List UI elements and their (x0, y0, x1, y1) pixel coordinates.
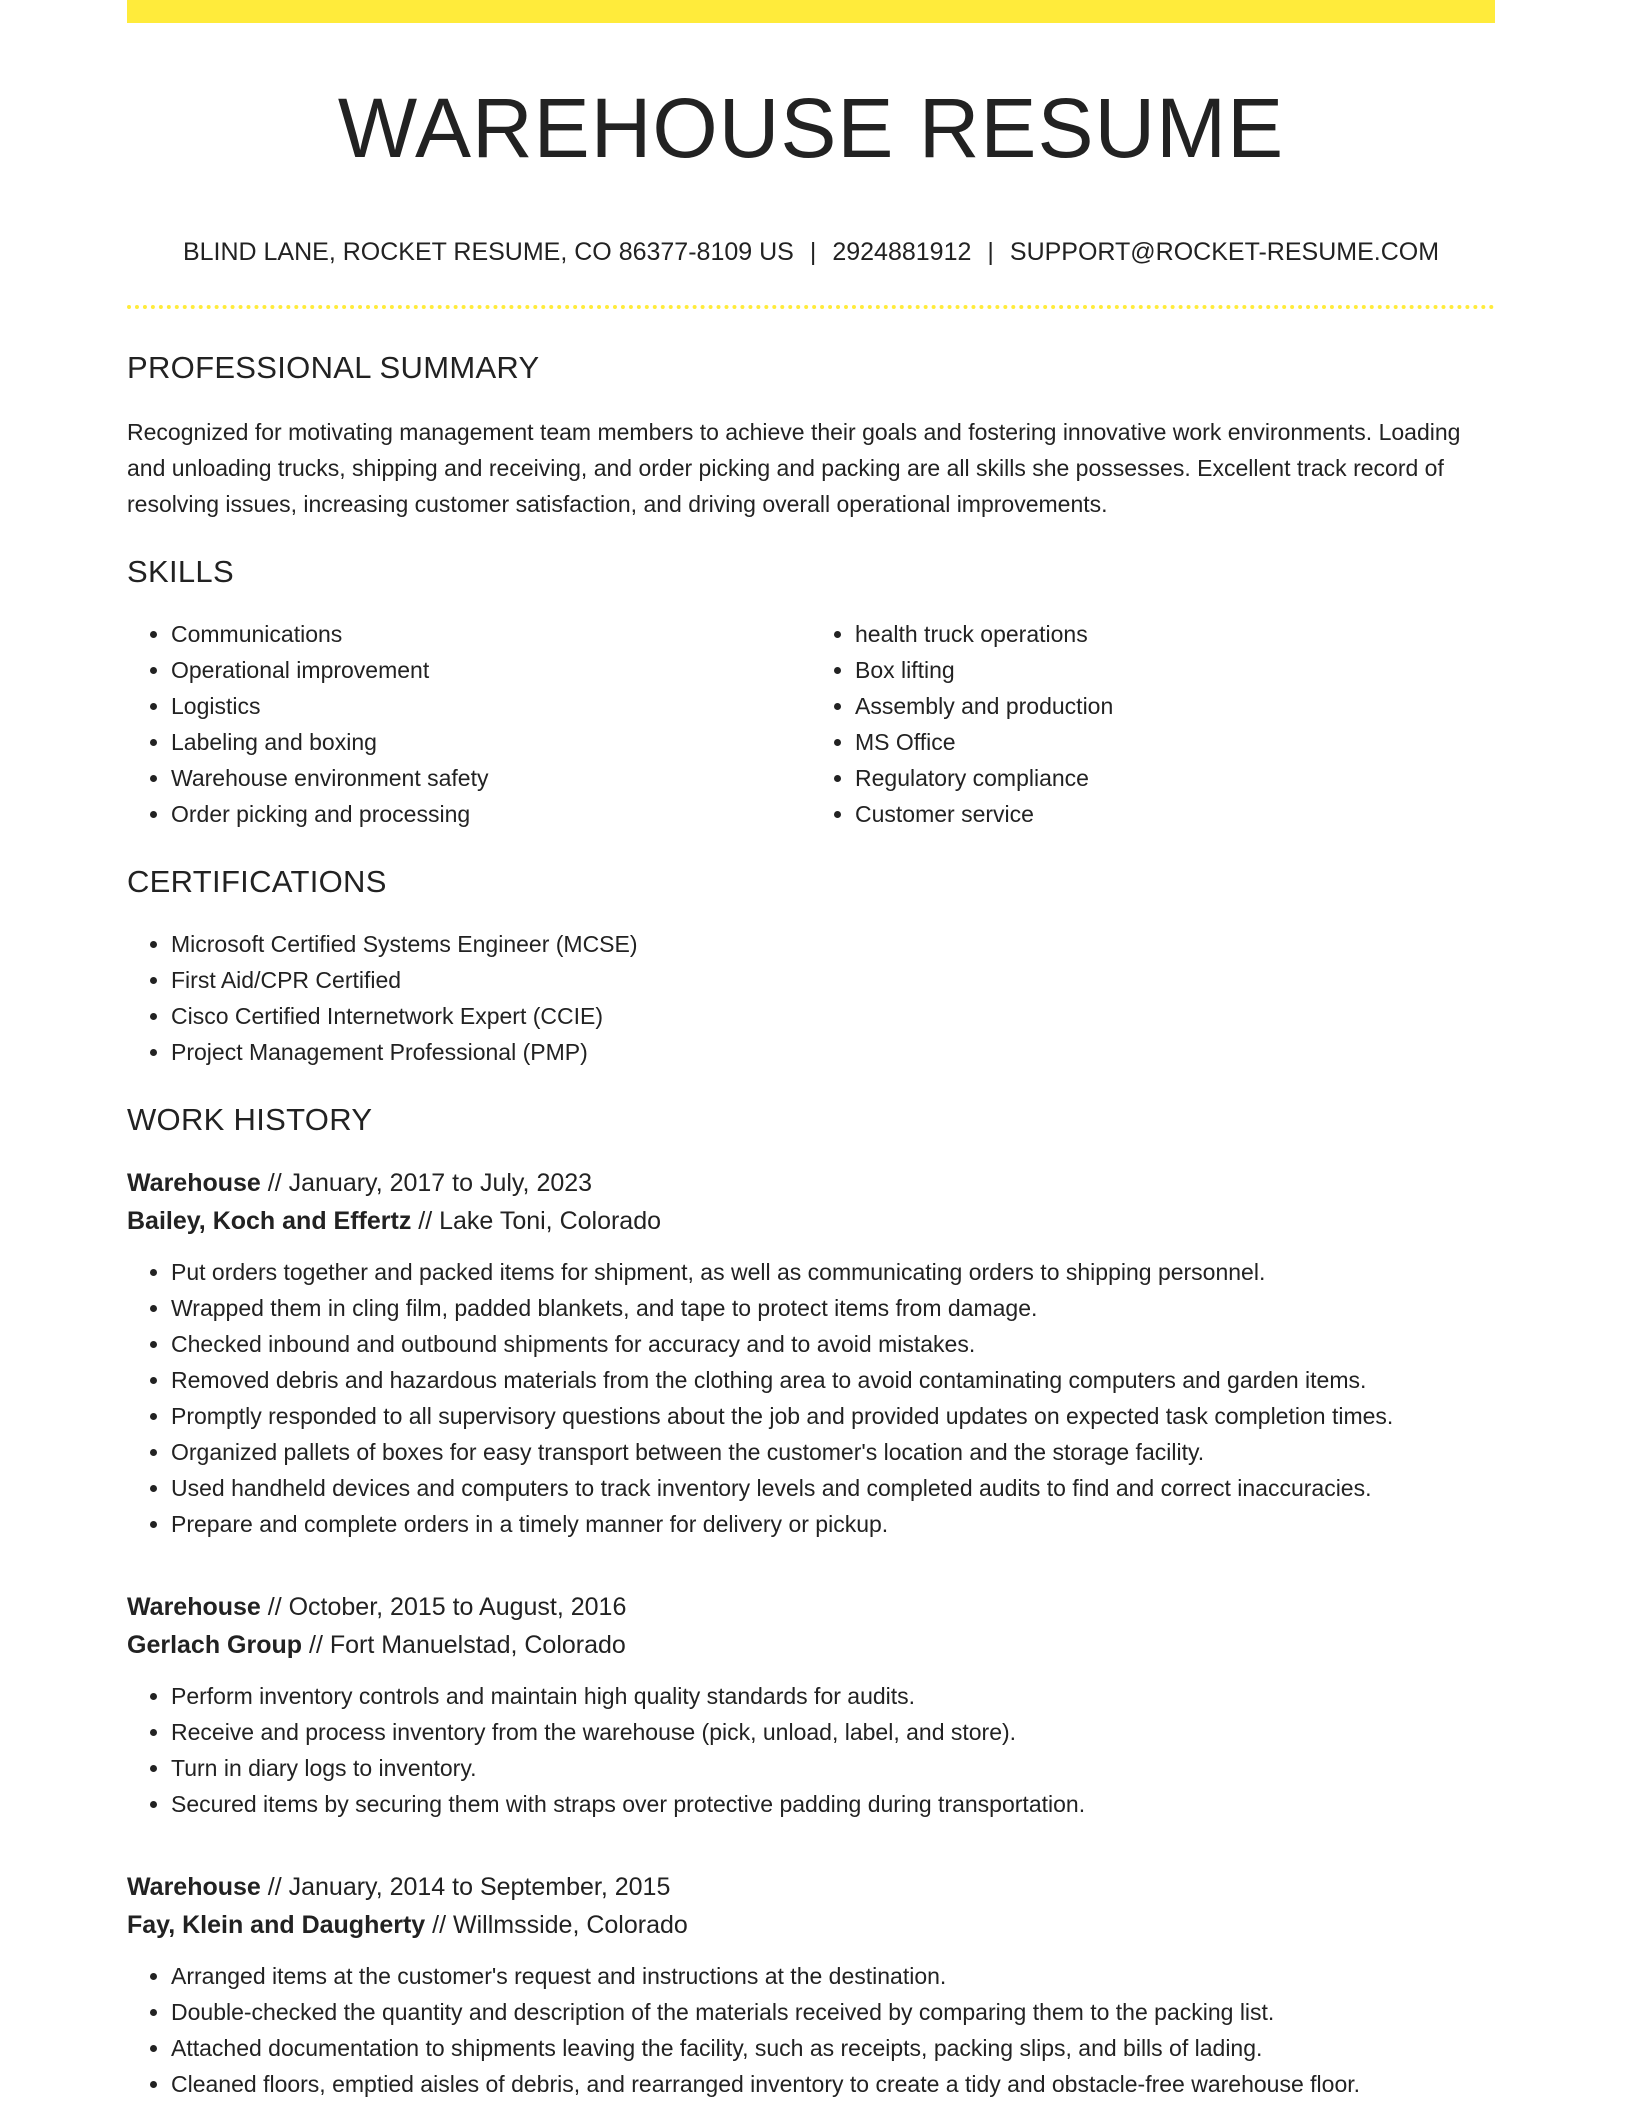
list-item: • Put orders together and packed items for shipment, as well as communicating orders to shipping personnel. (171, 1254, 1495, 1290)
list-item: • Removed debris and hazardous materials from the clothing area to avoid contaminating computers and garden items. (171, 1362, 1495, 1398)
job-bullets (127, 1678, 1495, 1822)
skills-section (127, 554, 1495, 832)
list-item: • Prepare and complete orders in a timely manner for delivery or pickup. (171, 1506, 1495, 1542)
list-item: • Double-checked the quantity and description of the materials received by comparing them to the packing list. (171, 1994, 1495, 2030)
list-item: • Operational improvement (171, 652, 811, 688)
work-history-section (127, 1102, 1495, 2102)
section-heading: SKILLS (127, 554, 234, 589)
list-item: • Arranged items at the customer's request and instructions at the destination. (171, 1958, 1495, 1994)
list-item: • Used handheld devices and computers to track inventory levels and completed audits to find and correct inaccuracies. (171, 1470, 1495, 1506)
list-item: • Logistics (171, 688, 811, 724)
list-item: • Cleaned floors, emptied aisles of debris, and rearranged inventory to create a tidy and obstacle-free warehouse floor. (171, 2066, 1495, 2102)
section-heading: WORK HISTORY (127, 1102, 373, 1137)
job-dates: // January, 2014 to September, 2015 (260, 1873, 671, 1901)
list-item: • Perform inventory controls and maintain high quality standards for audits. (171, 1678, 1495, 1714)
job-company: Gerlach Group (127, 1631, 303, 1659)
list-item: • Organized pallets of boxes for easy transport between the customer's location and the storage facility. (171, 1434, 1495, 1470)
job-title-line (127, 1868, 1495, 1906)
skills-list-right (811, 616, 1495, 832)
separator: | (809, 238, 817, 266)
list-item: • MS Office (855, 724, 1495, 760)
list-item: • Promptly responded to all supervisory questions about the job and provided updates on expected task completion times. (171, 1398, 1495, 1434)
list-item: • Microsoft Certified Systems Engineer (MCSE) (171, 926, 1495, 962)
certifications-section (127, 864, 1495, 1070)
job-company-line (127, 1626, 1495, 1664)
list-item: • Labeling and boxing (171, 724, 811, 760)
job-location: // Fort Manuelstad, Colorado (302, 1631, 626, 1659)
list-item: • Attached documentation to shipments leaving the facility, such as receipts, packing slips, and bills of lading. (171, 2030, 1495, 2066)
list-item: • Box lifting (855, 652, 1495, 688)
job-dates: // January, 2017 to July, 2023 (260, 1169, 593, 1197)
professional-summary-section (127, 350, 1495, 522)
list-item: • Customer service (855, 796, 1495, 832)
job-bullets (127, 1958, 1495, 2102)
skills-columns (127, 616, 1495, 832)
list-item: • Regulatory compliance (855, 760, 1495, 796)
list-item: • Communications (171, 616, 811, 652)
accent-bar (127, 0, 1495, 23)
list-item: • Project Management Professional (PMP) (171, 1034, 1495, 1070)
job-company-line (127, 1906, 1495, 1944)
list-item: • health truck operations (855, 616, 1495, 652)
job-role: Warehouse (127, 1593, 261, 1621)
separator: | (987, 238, 994, 266)
skills-list-left (127, 616, 811, 832)
phone: 2924881912 (832, 238, 972, 266)
certifications-list (127, 926, 1495, 1070)
email: SUPPORT@ROCKET-RESUME.COM (1009, 238, 1440, 266)
list-item: • Secured items by securing them with straps over protective padding during transportation. (171, 1786, 1495, 1822)
section-heading: PROFESSIONAL SUMMARY (127, 350, 540, 385)
resume-title: WAREHOUSE RESUME (337, 81, 1285, 175)
job-entry (127, 1868, 1495, 2102)
job-company: Bailey, Koch and Effertz (127, 1207, 412, 1235)
address: BLIND LANE, ROCKET RESUME, CO 86377-8109 US (182, 238, 794, 266)
resume-body (127, 350, 1495, 2102)
list-item: • Warehouse environment safety (171, 760, 811, 796)
job-title-line (127, 1164, 1495, 1202)
list-item: • Receive and process inventory from the warehouse (pick, unload, label, and store). (171, 1714, 1495, 1750)
job-entry (127, 1588, 1495, 1822)
job-company: Fay, Klein and Daugherty (127, 1911, 426, 1939)
list-item: • Cisco Certified Internetwork Expert (CCIE) (171, 998, 1495, 1034)
job-role: Warehouse (127, 1873, 261, 1901)
job-entry (127, 1164, 1495, 1542)
job-dates: // October, 2015 to August, 2016 (260, 1593, 627, 1621)
list-item: • Wrapped them in cling film, padded blankets, and tape to protect items from damage. (171, 1290, 1495, 1326)
section-heading: CERTIFICATIONS (127, 864, 387, 899)
job-location: // Lake Toni, Colorado (411, 1207, 662, 1235)
list-item: • Checked inbound and outbound shipments for accuracy and to avoid mistakes. (171, 1326, 1495, 1362)
job-role: Warehouse (127, 1169, 261, 1197)
list-item: • First Aid/CPR Certified (171, 962, 1495, 998)
list-item: • Assembly and production (855, 688, 1495, 724)
job-location: // Willmsside, Colorado (425, 1911, 688, 1939)
list-item: • Order picking and processing (171, 796, 811, 832)
list-item: • Turn in diary logs to inventory. (171, 1750, 1495, 1786)
contact-line (127, 238, 1495, 267)
job-bullets (127, 1254, 1495, 1542)
dotted-divider (127, 305, 1495, 309)
job-title-line (127, 1588, 1495, 1626)
job-company-line (127, 1202, 1495, 1240)
summary-text: Recognized for motivating management team members to achieve their goals and fostering innovative work environments. Loading and unloading trucks, shipping and receiving, and order picking and packing are all skills she possesses. Excellent track record of resolving issues, increasing customer satisfaction, and driving overall operational improvements. (127, 419, 1461, 517)
